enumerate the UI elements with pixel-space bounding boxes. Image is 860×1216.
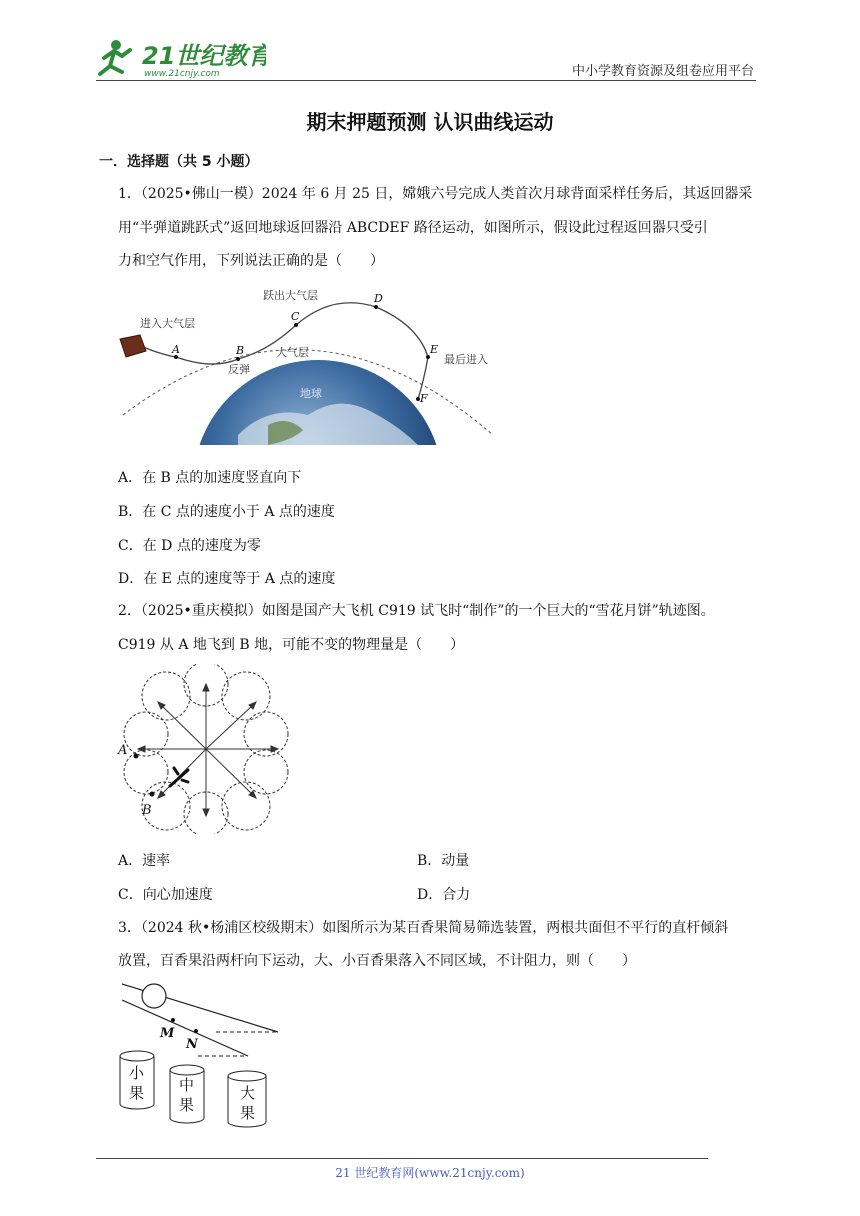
site-logo bbox=[96, 36, 266, 80]
point-a-label: A bbox=[172, 343, 180, 356]
q2-option-c[interactable]: C．向心加速度 bbox=[118, 887, 213, 903]
label-atmosphere: 大气层 bbox=[276, 346, 309, 359]
q2-option-b[interactable]: B．动量 bbox=[417, 853, 470, 869]
bin-mid-label-2: 果 bbox=[179, 1096, 195, 1114]
header-divider bbox=[96, 80, 756, 81]
q1-line-2: 用“半弹道跳跃式”返回地球返回器沿 ABCDEF 路径运动，如图所示，假设此过程返回器只受引 bbox=[118, 220, 708, 236]
q3-line-2: 放置，百香果沿两杆向下运动，大、小百香果落入不同区域，不计阻力，则（ ） bbox=[118, 953, 636, 969]
point-c-label: C bbox=[291, 310, 300, 323]
point-b-label: B bbox=[142, 803, 152, 818]
q1-option-a[interactable]: A．在 B 点的加速度竖直向下 bbox=[118, 470, 302, 486]
section-heading: 一．选择题（共 5 小题） bbox=[99, 154, 259, 170]
q2-option-a[interactable]: A．速率 bbox=[118, 853, 171, 869]
airplane-icon bbox=[170, 768, 188, 786]
boundary-dashes bbox=[198, 1032, 278, 1056]
point-n-label: N bbox=[186, 1037, 198, 1052]
bin-big-label-1: 大 bbox=[240, 1084, 256, 1102]
q1-option-d[interactable]: D．在 E 点的速度等于 A 点的速度 bbox=[118, 571, 336, 587]
header-platform-text: 中小学教育资源及组卷应用平台 bbox=[571, 64, 754, 79]
q1-line-1: 1．（2025•佛山一模）2024 年 6 月 25 日，嫦娥六号完成人类首次月球背面采样任务后，其返回器采 bbox=[118, 186, 753, 202]
runner-icon bbox=[100, 40, 130, 74]
bin-big-label-2: 果 bbox=[240, 1104, 256, 1122]
passion-fruit-ball bbox=[142, 984, 166, 1008]
footer-divider bbox=[96, 1158, 708, 1159]
point-e-label: E bbox=[430, 343, 439, 356]
q2-line-1: 2．（2025•重庆模拟）如图是国产大飞机 C919 试飞时“制作”的一个巨大的“雪花月饼”轨迹图。 bbox=[118, 603, 715, 619]
q3-line-1: 3．（2024 秋•杨浦区校级期末）如图所示为某百香果简易筛选装置，两根共面但不平行的直杆倾斜 bbox=[118, 920, 729, 936]
point-b-label: B bbox=[236, 344, 245, 357]
q2-option-d[interactable]: D．合力 bbox=[417, 887, 471, 903]
snowflake-axes bbox=[138, 684, 278, 816]
point-f-label: F bbox=[420, 392, 428, 405]
label-exit-atmosphere: 跃出大气层 bbox=[263, 289, 318, 302]
q1-option-b[interactable]: B．在 C 点的速度小于 A 点的速度 bbox=[118, 504, 335, 520]
point-m-label: M bbox=[160, 1026, 175, 1041]
q1-line-3: 力和空气作用，下列说法正确的是（ ） bbox=[118, 253, 384, 269]
q2-line-2: C919 从 A 地飞到 B 地，可能不变的物理量是（ ） bbox=[118, 637, 465, 653]
q1-option-c[interactable]: C．在 D 点的速度为零 bbox=[118, 538, 261, 554]
label-last-entry: 最后进入 bbox=[444, 353, 488, 366]
document-title: 期末押题预测 认识曲线运动 bbox=[306, 110, 554, 134]
footer-link[interactable]: 21 世纪教育网(www.21cnjy.com) bbox=[335, 1166, 525, 1180]
label-enter-atmosphere: 进入大气层 bbox=[140, 317, 195, 330]
point-a-label: A bbox=[118, 743, 128, 758]
point-d-label: D bbox=[374, 292, 383, 305]
logo-text: 21世纪教育 bbox=[142, 42, 266, 70]
bin-small-label-2: 果 bbox=[129, 1084, 145, 1102]
label-earth: 地球 bbox=[300, 387, 322, 400]
q1-figure-reentry bbox=[118, 285, 498, 445]
bin-mid-label-1: 中 bbox=[179, 1076, 195, 1094]
q3-figure-sorter bbox=[116, 980, 291, 1130]
logo-url: www.21cnjy.com bbox=[144, 69, 220, 79]
bin-small-label-1: 小 bbox=[129, 1064, 145, 1082]
label-bounce: 反弹 bbox=[228, 363, 250, 376]
q2-figure-snowflake bbox=[116, 664, 296, 834]
